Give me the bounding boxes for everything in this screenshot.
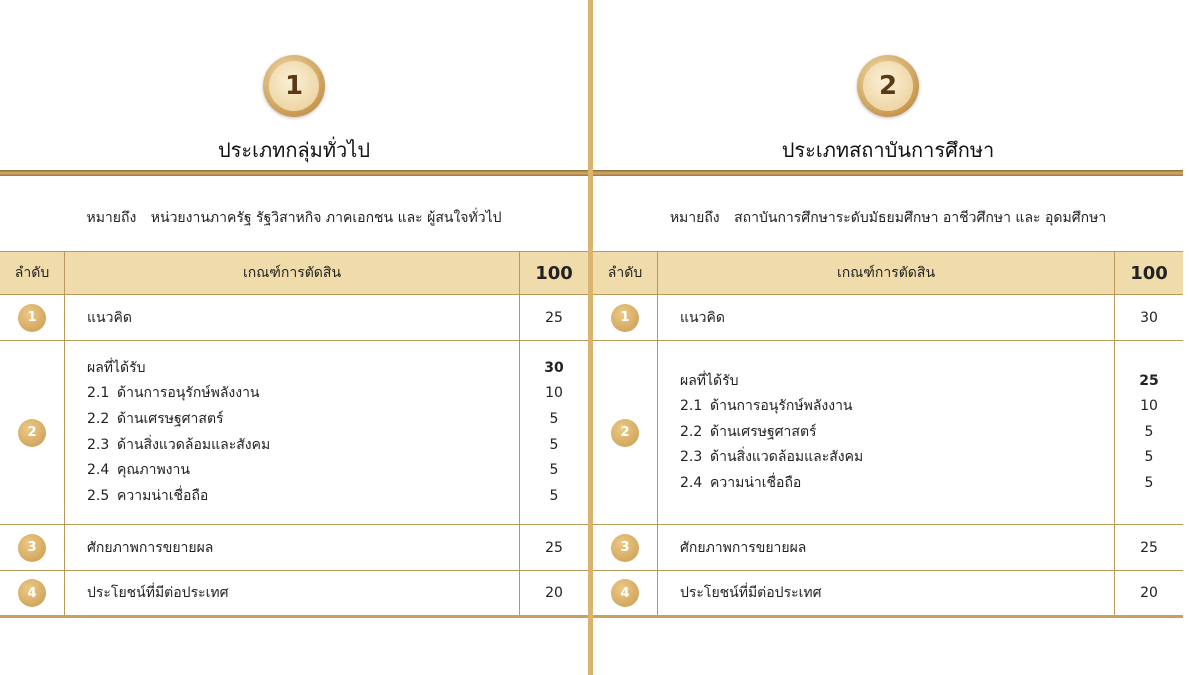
row-criterion: ประโยชน์ที่มีต่อประเทศ <box>65 571 520 617</box>
sub-label: คุณภาพงาน <box>117 462 190 479</box>
row-criterion: ศักยภาพการขยายผล <box>658 525 1115 571</box>
criteria-table <box>593 251 1183 618</box>
sub-index: 2.4 <box>680 474 703 491</box>
row-score: 25 <box>520 525 589 571</box>
row-number-badge: 2 <box>611 419 639 447</box>
category-description <box>593 207 1183 229</box>
sub-index: 2.4 <box>87 462 110 479</box>
sub-index: 2.1 <box>680 398 703 415</box>
sub-label: ด้านการอนุรักษ์พลังงาน <box>710 398 853 415</box>
sub-index: 2.2 <box>87 410 110 427</box>
header-total: 100 <box>1115 252 1184 295</box>
sub-score: 5 <box>549 436 559 453</box>
sub-score: 5 <box>1144 423 1154 440</box>
row-number-badge: 2 <box>18 419 46 447</box>
header-total: 100 <box>520 252 589 295</box>
row-number-badge: 4 <box>18 579 46 607</box>
row-score-group <box>1115 341 1184 525</box>
sub-criterion <box>87 484 519 510</box>
category-title: ประเภทสถาบันการศึกษา <box>781 138 995 162</box>
sub-score: 10 <box>545 385 563 402</box>
gold-separator <box>0 170 588 176</box>
category-title: ประเภทกลุ่มทั่วไป <box>217 138 371 162</box>
sub-score: 5 <box>549 487 559 504</box>
sub-label: ความน่าเชื่อถือ <box>710 474 802 491</box>
sub-criterion <box>87 381 519 407</box>
category-panel-general <box>0 0 588 675</box>
medal-number: 1 <box>269 61 319 111</box>
sub-criterion <box>87 433 519 459</box>
row-score: 30 <box>544 359 564 376</box>
row-number-badge: 1 <box>611 304 639 332</box>
table-row <box>593 341 1183 525</box>
row-criterion: ประโยชน์ที่มีต่อประเทศ <box>658 571 1115 617</box>
category-number-medal <box>263 55 325 117</box>
table-row <box>0 525 588 571</box>
category-panel-education <box>593 0 1183 675</box>
sub-label: ด้านการอนุรักษ์พลังงาน <box>117 385 260 402</box>
header-order: ลำดับ <box>0 252 65 295</box>
header-criteria: เกณฑ์การตัดสิน <box>65 252 520 295</box>
sub-criterion <box>680 471 1114 497</box>
sub-score: 5 <box>1144 449 1154 466</box>
sub-index: 2.3 <box>680 449 703 466</box>
criteria-table <box>0 251 588 618</box>
row-score: 25 <box>1115 525 1184 571</box>
row-criterion-group <box>65 341 520 525</box>
sub-index: 2.1 <box>87 385 110 402</box>
row-score: 25 <box>1139 372 1159 389</box>
sub-criterion <box>87 407 519 433</box>
sub-label: ด้านเศรษฐศาสตร์ <box>117 410 224 427</box>
gold-separator <box>593 170 1183 176</box>
row-number-badge: 3 <box>18 534 46 562</box>
table-row <box>593 295 1183 341</box>
sub-criterion <box>87 458 519 484</box>
sub-score: 5 <box>549 410 559 427</box>
description-label: หมายถึง <box>86 210 137 226</box>
header-order: ลำดับ <box>593 252 658 295</box>
sub-label: ด้านสิ่งแวดล้อมและสังคม <box>117 436 271 453</box>
sub-score: 5 <box>549 462 559 479</box>
sub-index: 2.3 <box>87 436 110 453</box>
row-criterion-group <box>658 341 1115 525</box>
header-criteria: เกณฑ์การตัดสิน <box>658 252 1115 295</box>
row-score: 30 <box>1115 295 1184 341</box>
row-score: 20 <box>1115 571 1184 617</box>
description-text: หน่วยงานภาครัฐ รัฐวิสาหกิจ ภาคเอกชน และ ผู้สนใจทั่วไป <box>150 210 502 226</box>
row-number-badge: 1 <box>18 304 46 332</box>
row-score-group <box>520 341 589 525</box>
sub-index: 2.5 <box>87 487 110 504</box>
row-number-badge: 3 <box>611 534 639 562</box>
table-row <box>0 571 588 617</box>
row-number-badge: 4 <box>611 579 639 607</box>
table-row <box>593 571 1183 617</box>
table-row <box>0 341 588 525</box>
row-score: 25 <box>520 295 589 341</box>
sub-score: 5 <box>1144 474 1154 491</box>
description-text: สถาบันการศึกษาระดับมัธยมศึกษา อาชีวศึกษา และ อุดมศึกษา <box>734 210 1107 226</box>
row-criterion: แนวคิด <box>658 295 1115 341</box>
row-criterion: แนวคิด <box>65 295 520 341</box>
table-header-row <box>0 252 588 295</box>
sub-label: ด้านเศรษฐศาสตร์ <box>710 423 817 440</box>
category-number-medal <box>857 55 919 117</box>
sub-score: 10 <box>1140 398 1158 415</box>
sub-criterion <box>680 420 1114 446</box>
sub-index: 2.2 <box>680 423 703 440</box>
row-score: 20 <box>520 571 589 617</box>
row-criterion: ผลที่ได้รับ <box>87 359 146 376</box>
table-row <box>593 525 1183 571</box>
table-row <box>0 295 588 341</box>
medal-number: 2 <box>863 61 913 111</box>
row-criterion: ศักยภาพการขยายผล <box>65 525 520 571</box>
sub-criterion <box>680 394 1114 420</box>
sub-label: ด้านสิ่งแวดล้อมและสังคม <box>710 449 864 466</box>
sub-label: ความน่าเชื่อถือ <box>117 487 209 504</box>
row-criterion: ผลที่ได้รับ <box>680 372 739 389</box>
description-label: หมายถึง <box>669 210 720 226</box>
category-description <box>0 207 588 229</box>
sub-criterion <box>680 445 1114 471</box>
table-header-row <box>593 252 1183 295</box>
